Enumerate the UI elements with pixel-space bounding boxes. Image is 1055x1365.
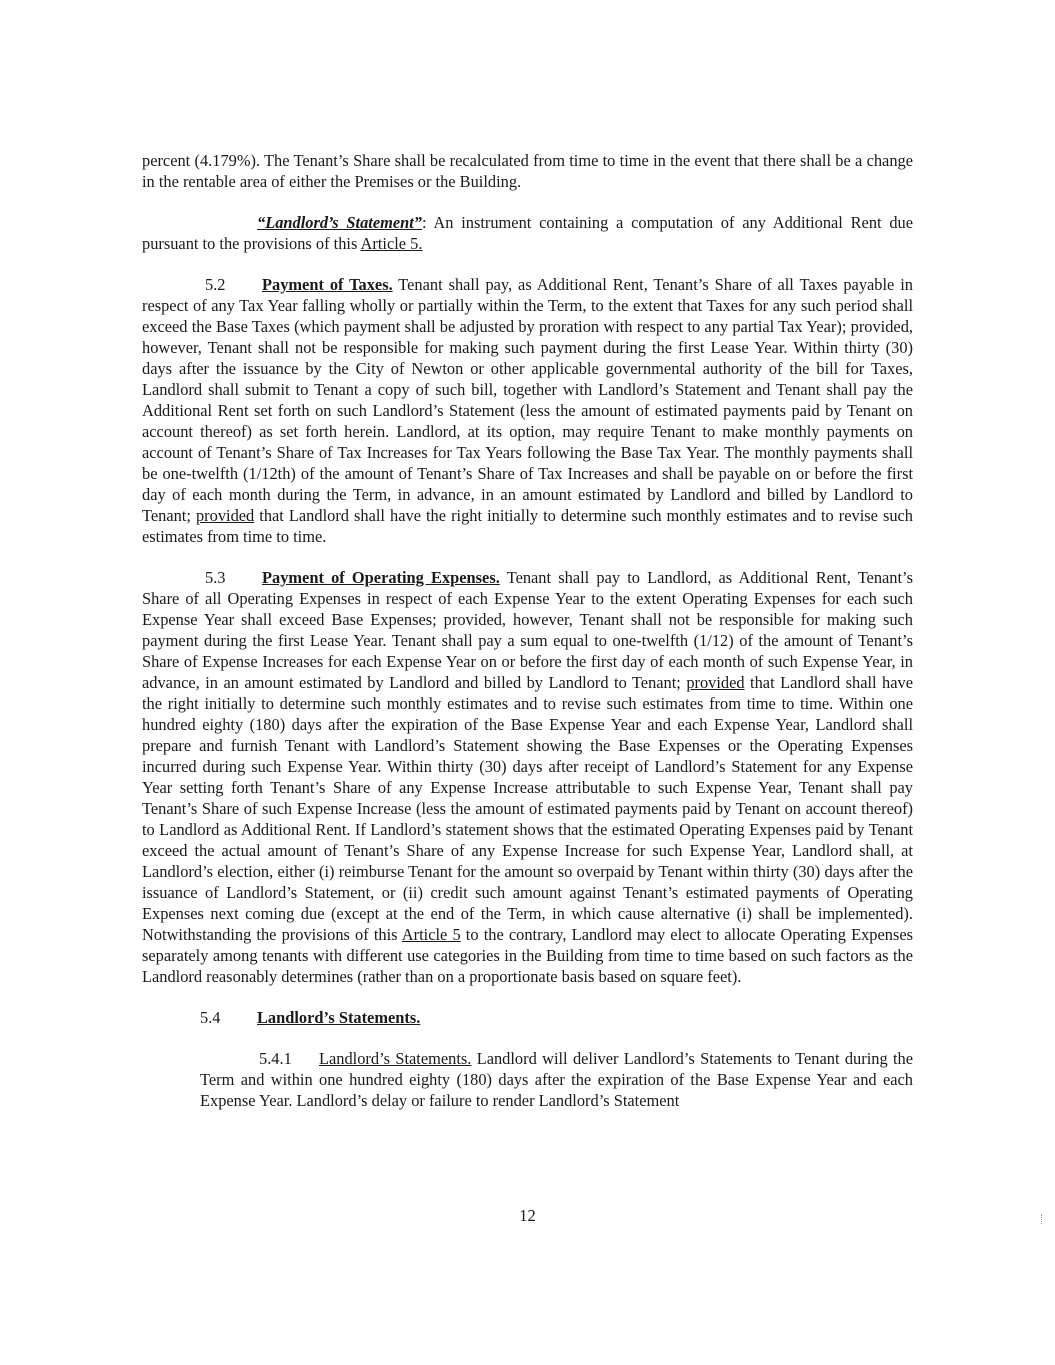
page-number: 12 — [519, 1206, 536, 1225]
section-heading: Payment of Operating Expenses. — [262, 568, 500, 587]
section-heading: Landlord’s Statements. — [257, 1008, 421, 1027]
section-5-2 — [142, 274, 913, 547]
section-text: Landlord will deliver Landlord’s Statements to Tenant during the Term and within one hundred eighty (180) days after the expiration of the Base Expense Year and each Expense Year. Landlord’s delay or failure to render Landlord’s Statement — [200, 1049, 913, 1110]
section-text-cont: that Landlord shall have the right initially to determine such monthly estimates and to revise such estimates from time to time. Within one hundred eighty (180) days after the expiration of the Base Expense Year and each Expense Year, Landlord shall prepare and furnish Tenant with Landlord’s Statement showing the Base Expenses or the Operating Expenses incurred during such Expense Year. Within thirty (30) days after receipt of Landlord’s Statement for any Expense Year setting forth Tenant’s Share of any Expense Increase attributable to such Expense Year, Tenant shall pay Tenant’s Share of such Expense Increase (less the amount of estimated payments paid by Tenant on account thereof) to Landlord as Additional Rent. If Landlord’s statement shows that the estimated Operating Expenses paid by Tenant exceed the actual amount of Tenant’s Share of any Expense Increase for such Expense Year, Landlord shall, at Landlord’s election, either (i) reimburse Tenant for the amount so overpaid by Tenant within thirty (30) days after the issuance of Landlord’s Statement, or (ii) credit such amount against Tenant’s estimated payments of Operating Expenses next coming due (except at the end of the Term, in which cause alternative (i) shall be implemented). Notwithstanding the provisions of this — [142, 673, 913, 944]
defined-term: “Landlord’s Statement” — [257, 213, 423, 232]
article-link: Article 5 — [401, 925, 461, 944]
section-number: 5.2 — [205, 275, 226, 294]
paragraph-tenant-share: percent (4.179%). The Tenant’s Share shall be recalculated from time to time in the event that there shall be a change in the rentable area of either the Premises or the Building. — [142, 151, 913, 191]
section-number: 5.3 — [205, 568, 226, 587]
document-page — [142, 150, 913, 1111]
section-5-3 — [142, 567, 913, 987]
section-heading: Payment of Taxes. — [262, 275, 393, 294]
section-text: Tenant shall pay to Landlord, as Additional Rent, Tenant’s Share of all Operating Expenses in respect of each Expense Year to the extent Operating Expenses for each such Expense Year shall exceed Base Expenses; provided, however, Tenant shall not be responsible for making such payment during the first Lease Year. Tenant shall pay a sum equal to one-twelfth (1/12) of the amount of Tenant’s Share of Expense Increases for each Expense Year on or before the first day of each month of such Expense Year, in advance, in an amount estimated by Landlord and billed by Landlord to Tenant; — [142, 568, 913, 692]
section-number: 5.4 — [200, 1008, 221, 1027]
section-5-4 — [200, 1007, 913, 1028]
definition-landlords-statement — [142, 212, 913, 254]
section-5-4-1 — [200, 1048, 913, 1111]
article-link: Article 5. — [360, 234, 423, 253]
provided-term: provided — [195, 506, 255, 525]
definition-text: : An instrument containing a computation of any Additional Rent due pursuant to the provisions of this — [142, 213, 914, 253]
section-text-cont: that Landlord shall have the right initially to determine such monthly estimates and to revise such estimates from time to time. — [142, 506, 914, 546]
edge-mark — [1041, 1214, 1045, 1224]
section-heading: Landlord’s Statements. — [319, 1049, 472, 1068]
section-text: Tenant shall pay, as Additional Rent, Tenant’s Share of all Taxes payable in respect of any Tax Year falling wholly or partially within the Term, to the extent that Taxes for any such period shall exceed the Base Taxes (which payment shall be adjusted by proration with respect to any partial Tax Year); provided, however, Tenant shall not be responsible for making such payment during the first Lease Year. Within thirty (30) days after the issuance by the City of Newton or other applicable governmental authority of the bill for Taxes, Landlord shall submit to Tenant a copy of such bill, together with Landlord’s Statement and Tenant shall pay the Additional Rent set forth on such Landlord’s Statement (less the amount of estimated payments paid by Tenant on account thereof) as set forth herein. Landlord, at its option, may require Tenant to make monthly payments on account of Tenant’s Share of Tax Increases for Tax Years following the Base Tax Year. The monthly payments shall be one-twelfth (1/12th) of the amount of Tenant’s Share of Tax Increases and shall be payable on or before the first day of each month during the Term, in advance, in an amount estimated by Landlord and billed by Landlord to Tenant; — [142, 275, 913, 525]
provided-term: provided — [686, 673, 745, 692]
section-number: 5.4.1 — [259, 1049, 292, 1068]
section-text-end: to the contrary, Landlord may elect to allocate Operating Expenses separately among tenants with different use categories in the Building from time to time based on such factors as the Landlord reasonably determines (rather than on a proportionate basis based on square feet). — [142, 925, 913, 986]
